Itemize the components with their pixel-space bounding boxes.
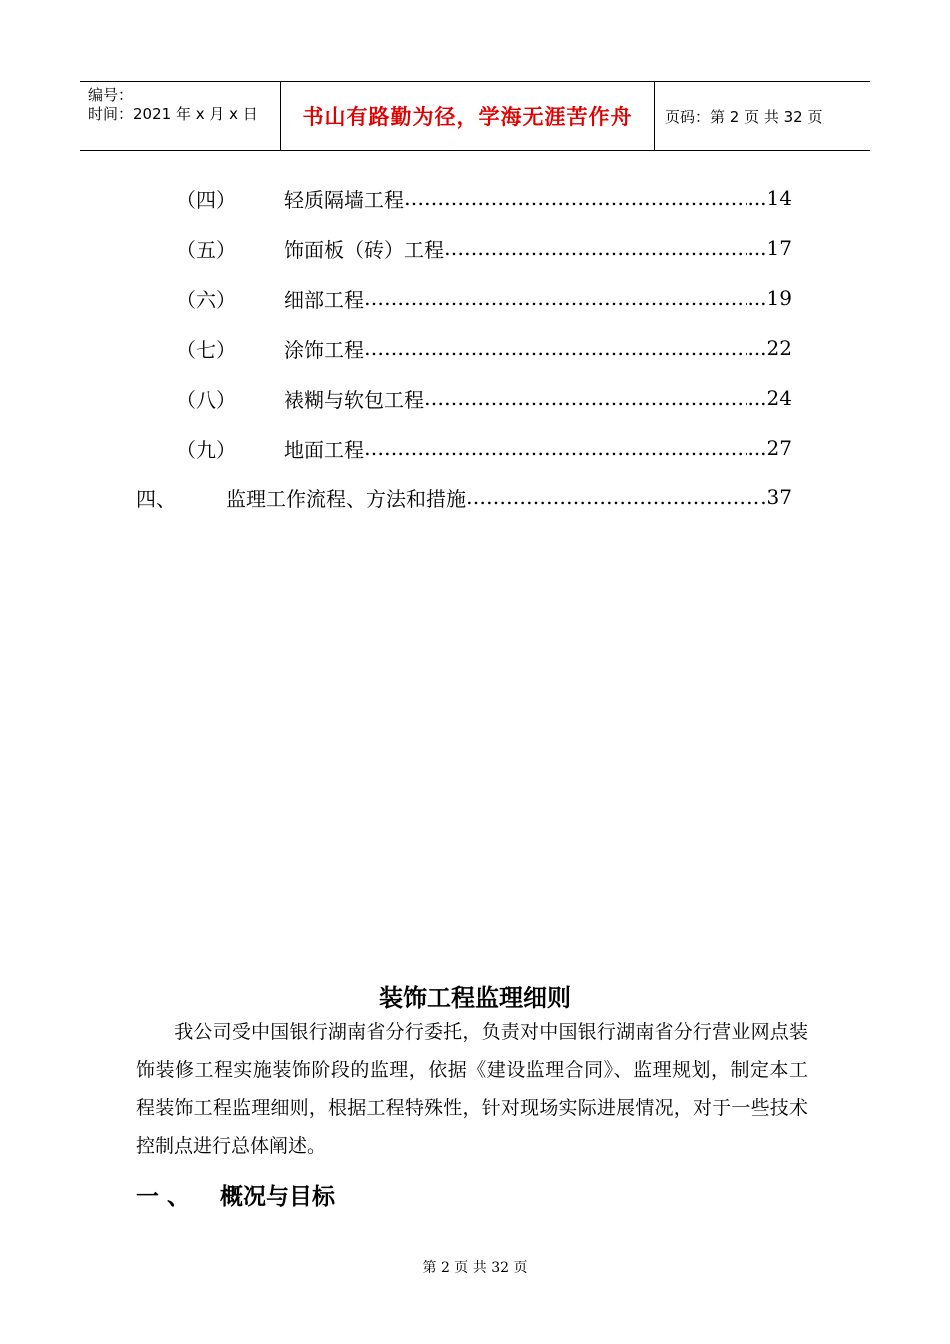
toc-entry-title: 地面工程	[284, 437, 364, 462]
toc-entry	[176, 283, 792, 313]
toc-leader-dots	[466, 485, 760, 509]
toc-entry-page: ...19	[747, 286, 792, 310]
toc-leader-dots	[364, 436, 747, 460]
toc-entry-page: ...22	[747, 336, 792, 360]
toc-entry-title: 裱糊与软包工程	[284, 387, 424, 412]
toc-entry-number: （五）	[176, 237, 236, 262]
toc-leader-dots	[364, 286, 747, 310]
toc-entry-title: 轻质隔墙工程	[284, 187, 404, 212]
toc-entry	[176, 433, 792, 463]
toc-entry-title: 细部工程	[284, 287, 364, 312]
toc-entry-page: ...27	[747, 436, 792, 460]
toc-entry-number: （六）	[176, 287, 236, 312]
section-heading	[136, 1178, 335, 1211]
toc-leader-dots	[424, 386, 747, 410]
header-motto: 书山有路勤为径，学海无涯苦作舟	[281, 82, 655, 150]
intro-paragraph	[136, 1013, 808, 1165]
toc-entry-number: （八）	[176, 387, 236, 412]
page-footer: 第 2 页 共 32 页	[422, 1260, 528, 1276]
toc-entry	[176, 233, 792, 263]
toc-entry-number: 四、	[136, 486, 176, 511]
document-title: 装饰工程监理细则	[379, 984, 571, 1012]
toc-leader-dots	[404, 186, 747, 210]
toc-entry	[176, 183, 792, 213]
toc-entry-main	[136, 482, 792, 512]
toc-entry-number: （九）	[176, 437, 236, 462]
toc-entry-page: .37	[760, 485, 792, 509]
section-title: 概况与目标	[220, 1184, 335, 1210]
toc-entry-page: ...17	[747, 236, 792, 260]
toc-entry-page: ...24	[747, 386, 792, 410]
time-label: 时间：2021 年 x 月 x 日	[88, 105, 258, 123]
toc-entry-title: 监理工作流程、方法和措施	[226, 486, 466, 511]
toc-entry-page: ...14	[747, 186, 792, 210]
section-number: 一 、	[136, 1184, 191, 1210]
toc-entry-number: （七）	[176, 337, 236, 362]
page-header	[80, 81, 870, 151]
toc-entry-title: 涂饰工程	[284, 337, 364, 362]
toc-leader-dots	[364, 336, 747, 360]
toc-leader-dots	[444, 236, 747, 260]
header-meta	[80, 82, 281, 150]
number-label: 编号：	[88, 86, 134, 104]
header-page-info: 页码：第 2 页 共 32 页	[665, 107, 823, 126]
toc-entry	[176, 383, 792, 413]
toc-entry-number: （四）	[176, 187, 236, 212]
toc-entry-title: 饰面板（砖）工程	[284, 237, 444, 262]
toc-entry	[176, 333, 792, 363]
intro-text: 我公司受中国银行湖南省分行委托，负责对中国银行湖南省分行营业网点装饰装修工程实施装饰阶段的监理，依据《建设监理合同》、监理规划，制定本工程装饰工程监理细则，根据工程特殊性，针对现场实际进展情况，对于一些技术控制点进行总体阐述。	[136, 1021, 808, 1157]
